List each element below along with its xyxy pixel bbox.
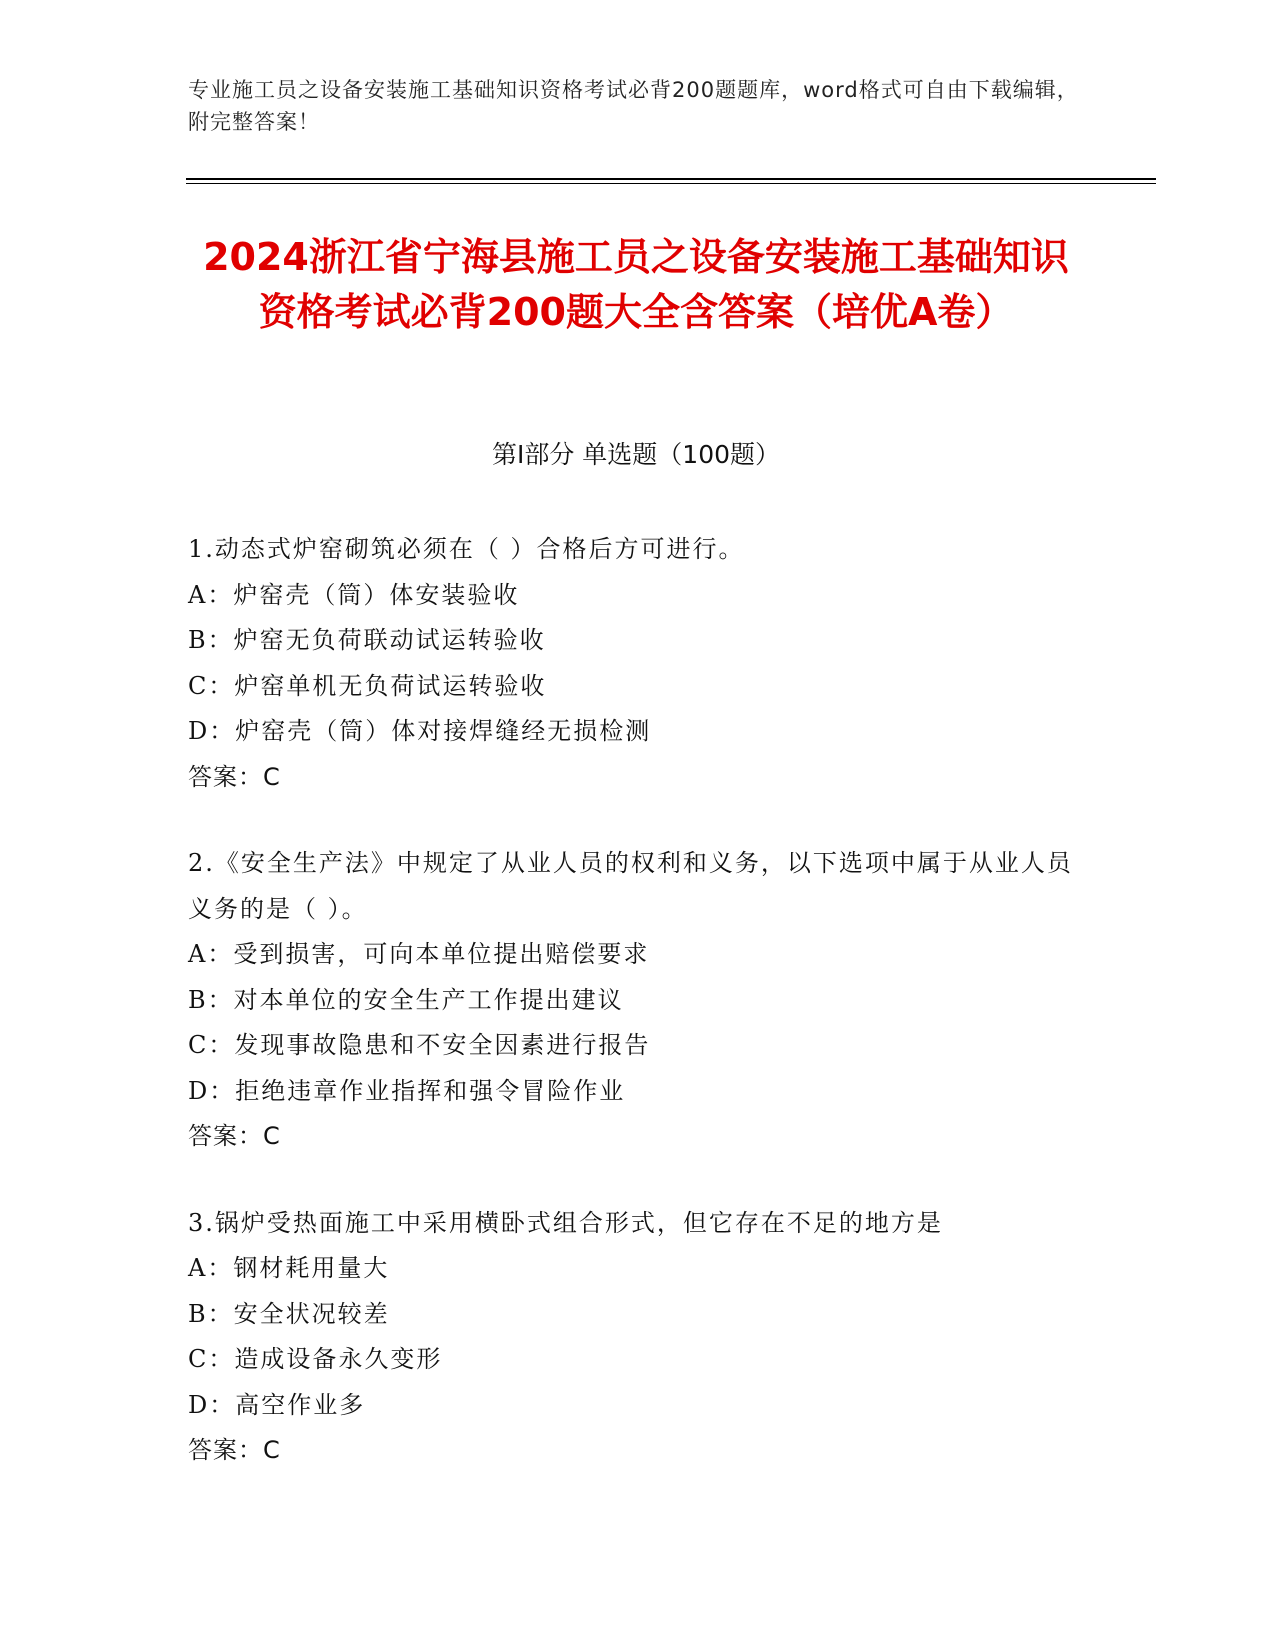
question-stem: 3.锅炉受热面施工中采用横卧式组合形式，但它存在不足的地方是 [188,1208,943,1237]
question-stem: 1.动态式炉窑砌筑必须在（ ）合格后方可进行。 [188,535,745,563]
option-d: D：拒绝违章作业指挥和强令冒险作业 [188,1076,626,1105]
question-3 [188,1201,1078,1474]
question-1 [188,527,1078,800]
question-list [188,527,1078,1515]
answer: 答案：C [188,1122,281,1150]
option-d: D：高空作业多 [188,1390,366,1419]
option-c: C：造成设备永久变形 [188,1345,443,1373]
option-b: B：安全状况较差 [188,1299,390,1328]
answer: 答案：C [188,762,281,791]
question-stem: 2.《安全生产法》中规定了从业人员的权利和义务，以下选项中属于从业人员义务的是（ ）。 [188,849,1073,923]
header-rule-thin [186,183,1156,184]
option-c: C：炉窑单机无负荷试运转验收 [188,671,547,700]
header-rule-thick [186,178,1156,180]
option-a: A：钢材耗用量大 [188,1254,390,1282]
option-d: D：炉窑壳（筒）体对接焊缝经无损检测 [188,717,652,745]
option-c: C：发现事故隐患和不安全因素进行报告 [188,1031,651,1059]
option-b: B：炉窑无负荷联动试运转验收 [188,626,546,654]
document-title: 2024浙江省宁海县施工员之设备安装施工基础知识资格考试必背200题大全含答案（培优A卷） [203,235,1069,334]
answer: 答案：C [188,1436,281,1464]
header-note: 专业施工员之设备安装施工基础知识资格考试必背200题题库，word格式可自由下载编辑，附完整答案！ [188,78,1079,134]
option-a: A：炉窑壳（筒）体安装验收 [188,580,520,609]
section-title: 第I部分 单选题（100题） [491,440,781,469]
option-a: A：受到损害，可向本单位提出赔偿要求 [188,940,650,968]
question-2 [188,841,1078,1160]
option-b: B：对本单位的安全生产工作提出建议 [188,985,624,1014]
